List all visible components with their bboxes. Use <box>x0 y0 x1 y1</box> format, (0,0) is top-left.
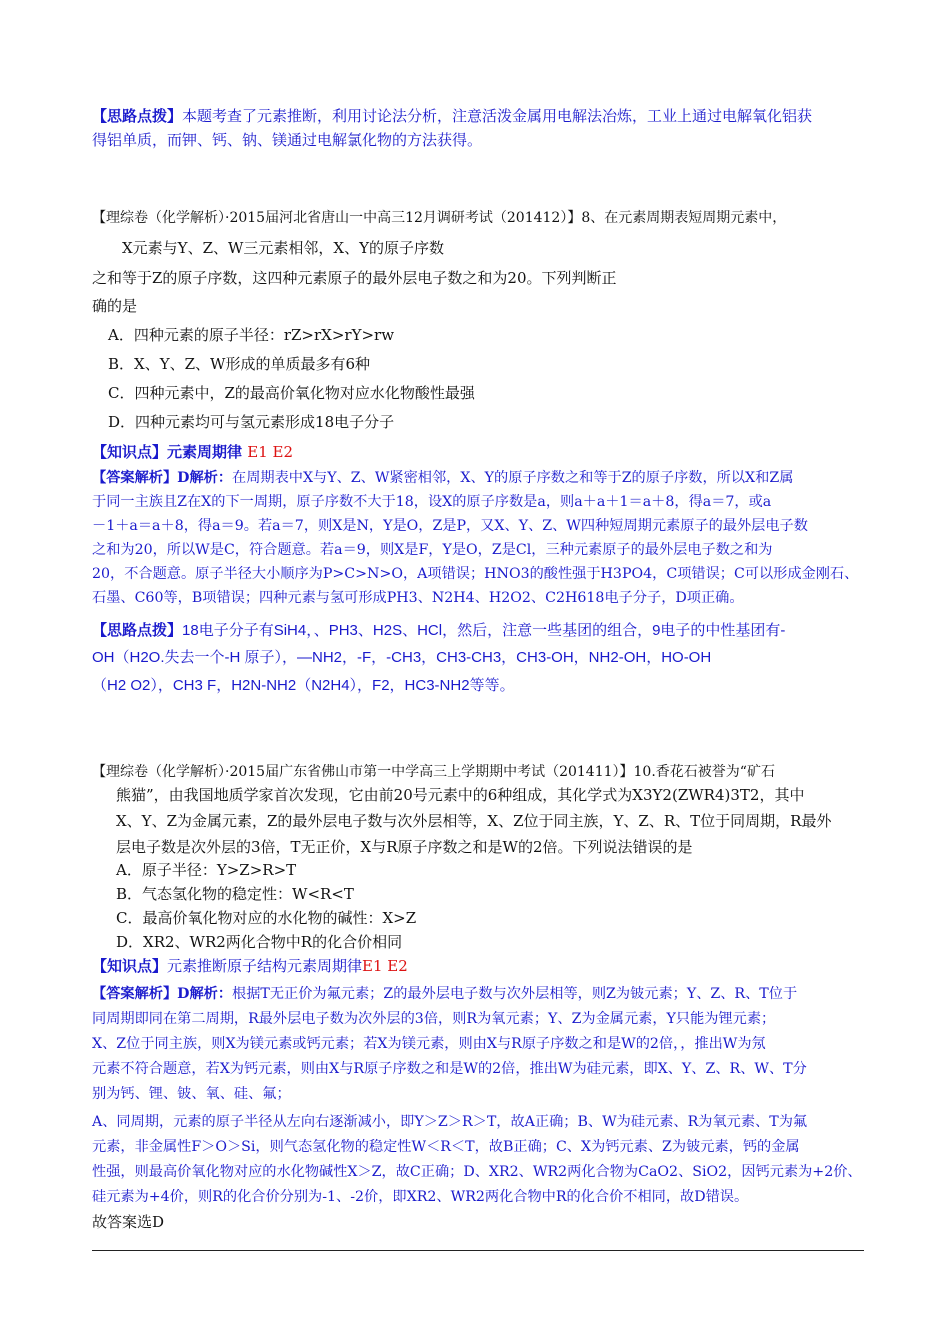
q8-option-c: C．四种元素中，Z的最高价氧化物对应水化物酸性最强 <box>108 384 475 402</box>
q10-stem-line: X、Y、Z为金属元素，Z的最外层电子数与次外层相等，X、Z位于同主族，Y、Z、R、T位于同周期，R最外 <box>116 812 832 830</box>
q8-header: 【理综卷（化学解析）·2015届河北省唐山一中高三12月调研考试（201412）】8、在元素周期表短周期元素中， <box>92 210 787 226</box>
answer-line: 根据T无正价为氟元素；Z的最外层电子数与次外层相等，则Z为铍元素；Y、Z、R、T位于 <box>232 986 798 1002</box>
answer-line: 同周期即同在第二周期，R最外层电子数为次外层的3倍，则R为氧元素；Y、Z为金属元素，Y只能为锂元素； <box>92 1011 776 1027</box>
think-tip-line: 本题考查了元素推断，利用讨论法分析，注意活泼金属用电解法冶炼，工业上通过电解氧化铝获 <box>182 107 813 125</box>
final-answer: 故答案选D <box>92 1213 165 1231</box>
q8-option-d: D．四种元素均可与氢元素形成18电子分子 <box>108 413 395 431</box>
knowledge-codes: E1 E2 <box>362 957 408 975</box>
answer-line: 20，不合题意。原子半径大小顺序为P>C>N>O，A项错误；HNO3的酸性强于H3PO4，C项错误；C可以形成金刚石、 <box>92 566 859 582</box>
think-tip-tag: 【思路点拨】 <box>92 107 183 125</box>
answer-tag: 【答案解析】 <box>92 470 178 486</box>
q8-option-a: A．四种元素的原子半径：rZ>rX>rY>rw <box>108 326 395 344</box>
q8-stem-line: 确的是 <box>92 297 138 315</box>
knowledge-text: 元素周期律 <box>167 443 243 461</box>
q10-answer-block <box>92 982 807 1107</box>
q10-stem-line: 层电子数是次外层的3倍，T无正价，X与R原子序数之和是W的2倍。下列说法错误的是 <box>116 838 693 856</box>
answer-line: 别为钙、锂、铍、氧、硅、氟； <box>92 1086 291 1102</box>
explanation-line: 硅元素为+4价，则R的化合价分别为-1、-2价，即XR2、WR2两化合物中R的化合价不相同，故D错误。 <box>92 1189 749 1205</box>
q10-option-c: C．最高价氧化物对应的水化物的碱性：X>Z <box>116 909 417 927</box>
q8-answer-block <box>92 466 858 610</box>
answer-line: 元素不符合题意，若X为钙元素，则由X与R原子序数之和是W的2倍，推出W为硅元素，即X、Y、Z、R、W、T分 <box>92 1061 807 1077</box>
answer-line: X、Z位于同主族，则X为镁元素或钙元素；若X为镁元素，则由X与R原子序数之和是W的2倍，，推出W为氖 <box>92 1036 766 1052</box>
q8-stem-line: X元素与Y、Z、W三元素相邻，X、Y的原子序数 <box>122 239 445 257</box>
answer-line: －1＋a＝a＋8，得a＝9。若a＝7，则X是N，Y是O，Z是P，又X、Y、Z、W四种短周期元素原子的最外层电子数 <box>92 518 808 534</box>
q8-knowledge-point <box>92 440 293 464</box>
think-tip-block <box>92 104 812 152</box>
answer-choice: D解析： <box>177 470 233 486</box>
explanation-line: A、同周期，元素的原子半径从左向右逐渐减小，即Y＞Z＞R＞T，故A正确；B、W为硅元素、R为氧元素、T为氟 <box>92 1114 808 1130</box>
think-tip-line: 得铝单质，而钾、钙、钠、镁通过电解氯化物的方法获得。 <box>92 131 483 149</box>
q10-stem <box>116 782 831 860</box>
q10-option-a: A．原子半径：Y>Z>R>T <box>116 861 297 879</box>
think-tag: 【思路点拨】 <box>92 621 183 639</box>
q10-header: 【理综卷（化学解析）·2015届广东省佛山市第一中学高三上学期期中考试（201411）】10.香花石被誉为“矿石 <box>92 764 775 780</box>
knowledge-text: 元素推断原子结构元素周期律 <box>167 957 363 975</box>
knowledge-tag: 【知识点】 <box>92 957 168 975</box>
q8-think-block <box>92 616 785 700</box>
answer-line: 在周期表中X与Y、Z、W紧密相邻，X、Y的原子序数之和等于Z的原子序数，所以X和Z属 <box>232 470 794 486</box>
q8-option-b: B．X、Y、Z、W形成的单质最多有6种 <box>108 355 370 373</box>
answer-tag: 【答案解析】 <box>92 986 178 1002</box>
q10-explanation-block <box>92 1110 862 1210</box>
q10-knowledge-point <box>92 954 408 978</box>
answer-line: 于同一主族且Z在X的下一周期，原子序数不大于18，设X的原子序数是a，则a＋a＋1＝a＋8，得a＝7，或a <box>92 494 772 510</box>
answer-choice: D解析： <box>177 986 233 1002</box>
q10-stem-line: 熊猫”，由我国地质学家首次发现，它由前20号元素中的6种组成，其化学式为X3Y2(ZWR4)3T2，其中 <box>116 786 805 804</box>
q10-option-d: D．XR2、WR2两化合物中R的化合价相同 <box>116 933 403 951</box>
q10-option-b: B．气态氢化物的稳定性：W<R<T <box>116 885 354 903</box>
explanation-line: 性强，则最高价氧化物对应的水化物碱性X＞Z，故C正确；D、XR2、WR2两化合物为CaO2、SiO2，因钙元素为+2价、 <box>92 1164 862 1180</box>
q8-stem-line: 之和等于Z的原子序数，这四种元素原子的最外层电子数之和为20。下列判断正 <box>92 269 617 287</box>
think-line: （H2 O2），CH3 F，H2N-NH2（N2H4），F2，HC3-NH2等等。 <box>92 677 515 694</box>
knowledge-codes: E1 E2 <box>247 443 294 461</box>
think-line: OH（H2O.失去一个-H 原子），—NH2，-F，-CH3，CH3-CH3，CH3-OH，NH2-OH，HO-OH <box>92 649 712 666</box>
bottom-divider <box>92 1250 864 1251</box>
think-line: 18电子分子有SiH4，、PH3、H2S、HCl，然后，注意一些基团的组合，9电子的中性基团有- <box>182 622 786 639</box>
explanation-line: 元素，非金属性F＞O＞Si，则气态氢化物的稳定性W＜R＜T，故B正确；C、X为钙元素、Z为铍元素，钙的金属 <box>92 1139 800 1155</box>
answer-line: 石墨、C60等，B项错误；四种元素与氢可形成PH3、N2H4、H2O2、C2H618电子分子，D项正确。 <box>92 590 744 606</box>
knowledge-tag: 【知识点】 <box>92 443 168 461</box>
answer-line: 之和为20，所以W是C，符合题意。若a＝9，则X是F，Y是O，Z是Cl，三种元素原子的最外层电子数之和为 <box>92 542 773 558</box>
